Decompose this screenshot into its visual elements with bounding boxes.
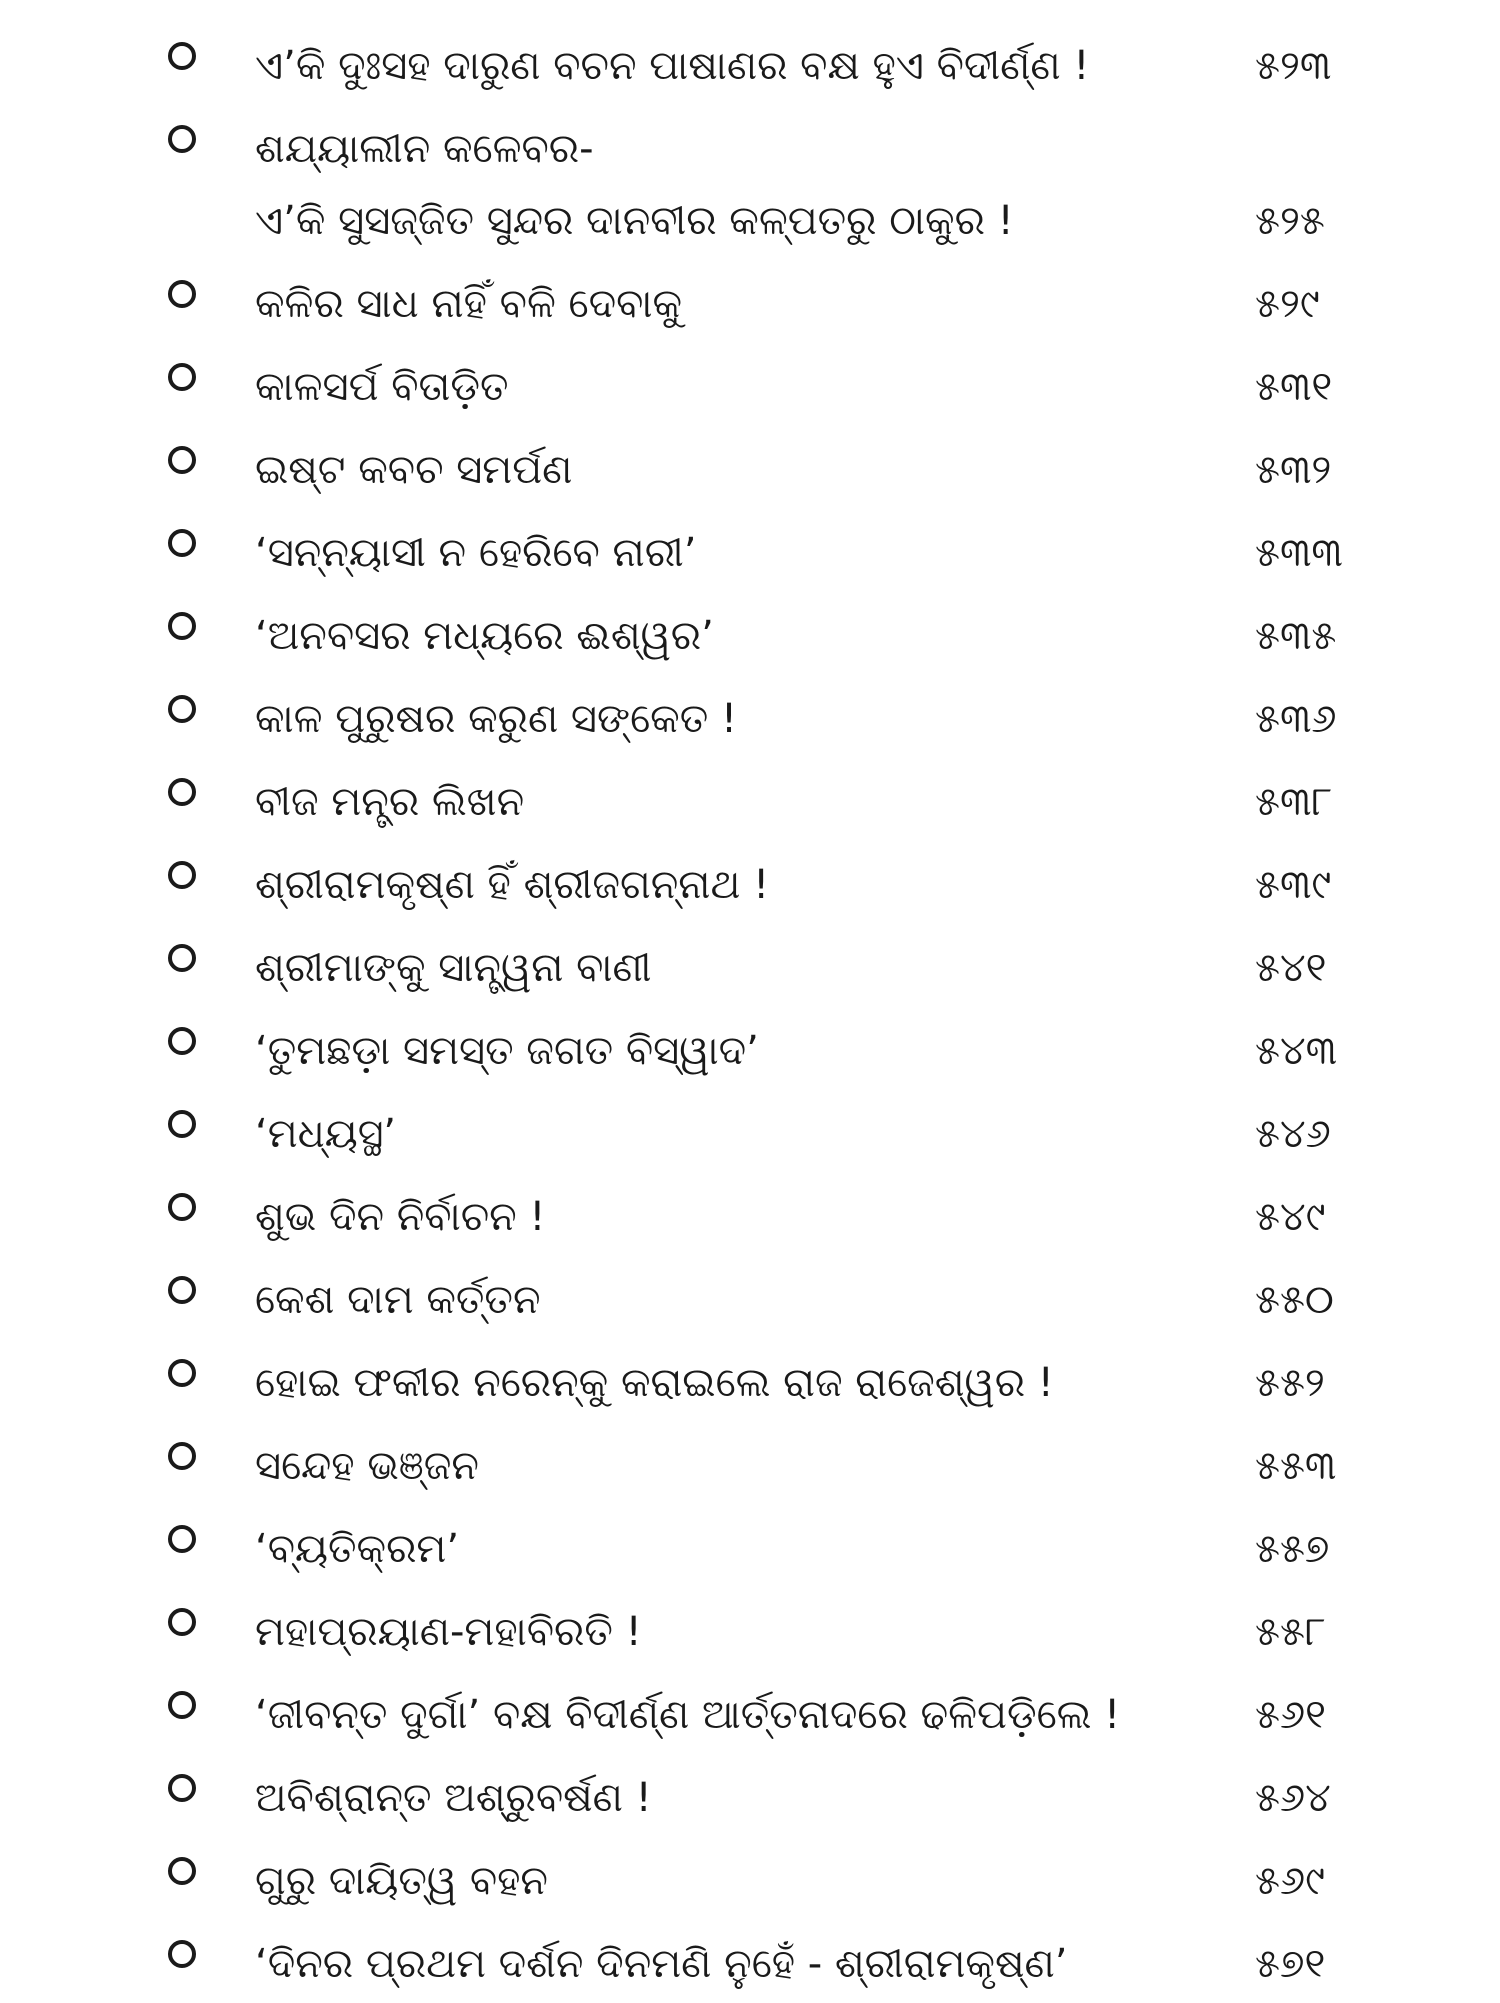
entry-page-number: ୫୬୧ <box>1255 1692 1326 1738</box>
entry-page-number: ୫୩୬ <box>1255 696 1337 742</box>
entry-page-number: ୫୩୧ <box>1255 364 1333 410</box>
list-item <box>0 1173 1500 1256</box>
bullet-circle-icon <box>168 1027 196 1055</box>
bullet-circle-icon <box>168 1857 196 1885</box>
entry-title: ଶଯ୍ୟାଲୀନ କଳେବର- ଏ’କି ସୁସଜ୍ଜିତ ସୁନ୍ଦର ଦାନବୀର କଳ୍ପତରୁ ଠାକୁର ! <box>255 126 1014 244</box>
bullet-circle-icon <box>168 42 196 70</box>
bullet-circle-icon <box>168 861 196 889</box>
bullet-circle-icon <box>168 1691 196 1719</box>
entry-title: ଶ୍ରୀମାଙ୍କୁ ସାନ୍ତ୍ୱନା ବାଣୀ <box>255 945 652 991</box>
bullet-circle-icon <box>168 695 196 723</box>
entry-title: ‘ତୁମଛଡ଼ା ସମସ୍ତ ଜଗତ ବିସ୍ୱାଦ’ <box>255 1028 759 1074</box>
list-item <box>0 1505 1500 1588</box>
bullet-circle-icon <box>168 1359 196 1387</box>
entry-title: ଗୁରୁ ଦାୟିତ୍ୱ ବହନ <box>255 1858 548 1904</box>
entry-page-number: ୫୩୯ <box>1255 862 1332 908</box>
entry-page-number: ୫୩୮ <box>1255 779 1333 825</box>
list-item <box>0 1422 1500 1505</box>
bullet-circle-icon <box>168 1193 196 1221</box>
entry-title: ଏ’କି ଦୁଃସହ ଦାରୁଣ ବଚନ ପାଷାଣର ବକ୍ଷ ହୁଏ ବିଦୀର୍ଣ୍ଣ ! <box>255 43 1090 89</box>
list-item <box>0 841 1500 924</box>
entry-title: ଶୁଭ ଦିନ ନିର୍ବାଚନ ! <box>255 1194 546 1240</box>
bullet-circle-icon <box>168 1940 196 1968</box>
entry-page-number: ୫୫୩ <box>1255 1443 1337 1489</box>
entry-title: କାଳ ପୁରୁଷର କରୁଣ ସଙ୍କେତ ! <box>255 696 737 742</box>
list-item <box>0 758 1500 841</box>
list-item <box>0 260 1500 343</box>
entry-page-number: ୫୬୯ <box>1255 1858 1325 1904</box>
entry-page-number: ୫୫୦ <box>1255 1277 1334 1323</box>
entry-title: ‘ସନ୍ନ୍ୟାସୀ ନ ହେରିବେ ନାରୀ’ <box>255 530 697 576</box>
entry-page-number: ୫୨୯ <box>1255 281 1320 327</box>
entry-title: ହୋଇ ଫକୀର ନରେନ୍‌କୁ କରାଇଲେ ରାଜ ରାଜେଶ୍ୱର ! <box>255 1360 1054 1406</box>
entry-title: ‘ଅନବସର ମଧ୍ୟରେ ଈଶ୍ୱର’ <box>255 613 714 659</box>
list-item <box>0 1090 1500 1173</box>
entry-page-number: ୫୫୭ <box>1255 1526 1330 1572</box>
entry-title: ମହାପ୍ରୟାଣ-ମହାବିରତି ! <box>255 1609 642 1655</box>
bullet-circle-icon <box>168 1774 196 1802</box>
entry-page-number: ୫୪୩ <box>1255 1028 1338 1074</box>
entry-title: ‘ଦିନର ପ୍ରଥମ ଦର୍ଶନ ଦିନମଣି ନୁହେଁ - ଶ୍ରୀରାମକୃଷ୍ଣ’ <box>255 1941 1068 1987</box>
entry-title: ବୀଜ ମନ୍ତ୍ର ଲିଖନ <box>255 779 525 825</box>
bullet-circle-icon <box>168 1276 196 1304</box>
entry-page-number: ୫୬୪ <box>1255 1775 1331 1821</box>
entry-page-number: ୫୩୨ <box>1255 447 1332 493</box>
list-item <box>0 1256 1500 1339</box>
list-item <box>0 509 1500 592</box>
entry-title: ସନ୍ଦେହ ଭଞ୍ଜନ <box>255 1443 479 1489</box>
bullet-circle-icon <box>168 778 196 806</box>
entry-title: ‘ମଧ୍ୟସ୍ଥ’ <box>255 1111 396 1157</box>
entry-page-number: ୫୨୫ <box>1255 198 1325 244</box>
entry-page-number: ୫୪୯ <box>1255 1194 1326 1240</box>
list-item <box>0 1920 1500 2003</box>
entry-page-number: ୫୫୮ <box>1255 1609 1326 1655</box>
bullet-circle-icon <box>168 529 196 557</box>
bullet-circle-icon <box>168 612 196 640</box>
list-item <box>0 1671 1500 1754</box>
list-item <box>0 22 1500 105</box>
list-item <box>0 592 1500 675</box>
entry-title: ‘ବ୍ୟତିକ୍ରମ’ <box>255 1526 460 1572</box>
entry-title: ‘ଜୀବନ୍ତ ଦୁର୍ଗା’ ବକ୍ଷ ବିଦୀର୍ଣ୍ଣ ଆର୍ତ୍ତନାଦରେ ଢଳିପଡ଼ିଲେ ! <box>255 1692 1121 1738</box>
entry-title: ଇଷ୍ଟ କବଚ ସମର୍ପଣ <box>255 447 573 493</box>
bullet-circle-icon <box>168 1608 196 1636</box>
bullet-circle-icon <box>168 446 196 474</box>
entry-page-number: ୫୩୫ <box>1255 613 1337 659</box>
list-item <box>0 426 1500 509</box>
list-item <box>0 1837 1500 1920</box>
bullet-circle-icon <box>168 280 196 308</box>
entry-title: କାଳସର୍ପ ବିତାଡ଼ିତ <box>255 364 509 410</box>
bullet-circle-icon <box>168 1442 196 1470</box>
list-item <box>0 343 1500 426</box>
entry-page-number: ୫୪୧ <box>1255 945 1327 991</box>
list-item <box>0 675 1500 758</box>
bullet-circle-icon <box>168 1525 196 1553</box>
entry-page-number: ୫୪୬ <box>1255 1111 1331 1157</box>
bullet-circle-icon <box>168 363 196 391</box>
list-item <box>0 1007 1500 1090</box>
list-item <box>0 924 1500 1007</box>
entry-title: ଶ୍ରୀରାମକୃଷ୍ଣ ହିଁ ଶ୍ରୀଜଗନ୍ନାଥ ! <box>255 862 770 908</box>
list-item <box>0 1754 1500 1837</box>
bullet-circle-icon <box>168 944 196 972</box>
entry-page-number: ୫୨୩ <box>1255 43 1332 89</box>
entry-page-number: ୫୫୨ <box>1255 1360 1325 1406</box>
entry-page-number: ୫୩୩ <box>1255 530 1343 576</box>
entry-title: କଳିର ସାଧ ନାହିଁ ବଳି ଦେବାକୁ <box>255 281 683 327</box>
list-item <box>0 1588 1500 1671</box>
bullet-circle-icon <box>168 1110 196 1138</box>
list-item <box>0 105 1500 260</box>
list-item <box>0 1339 1500 1422</box>
table-of-contents <box>0 22 1500 2003</box>
entry-page-number: ୫୭୧ <box>1255 1941 1326 1987</box>
entry-title: ଅବିଶ୍ରାନ୍ତ ଅଶ୍ରୁବର୍ଷଣ ! <box>255 1775 652 1821</box>
bullet-circle-icon <box>168 125 196 153</box>
entry-title: କେଶ ଦାମ କର୍ତ୍ତନ <box>255 1277 541 1323</box>
